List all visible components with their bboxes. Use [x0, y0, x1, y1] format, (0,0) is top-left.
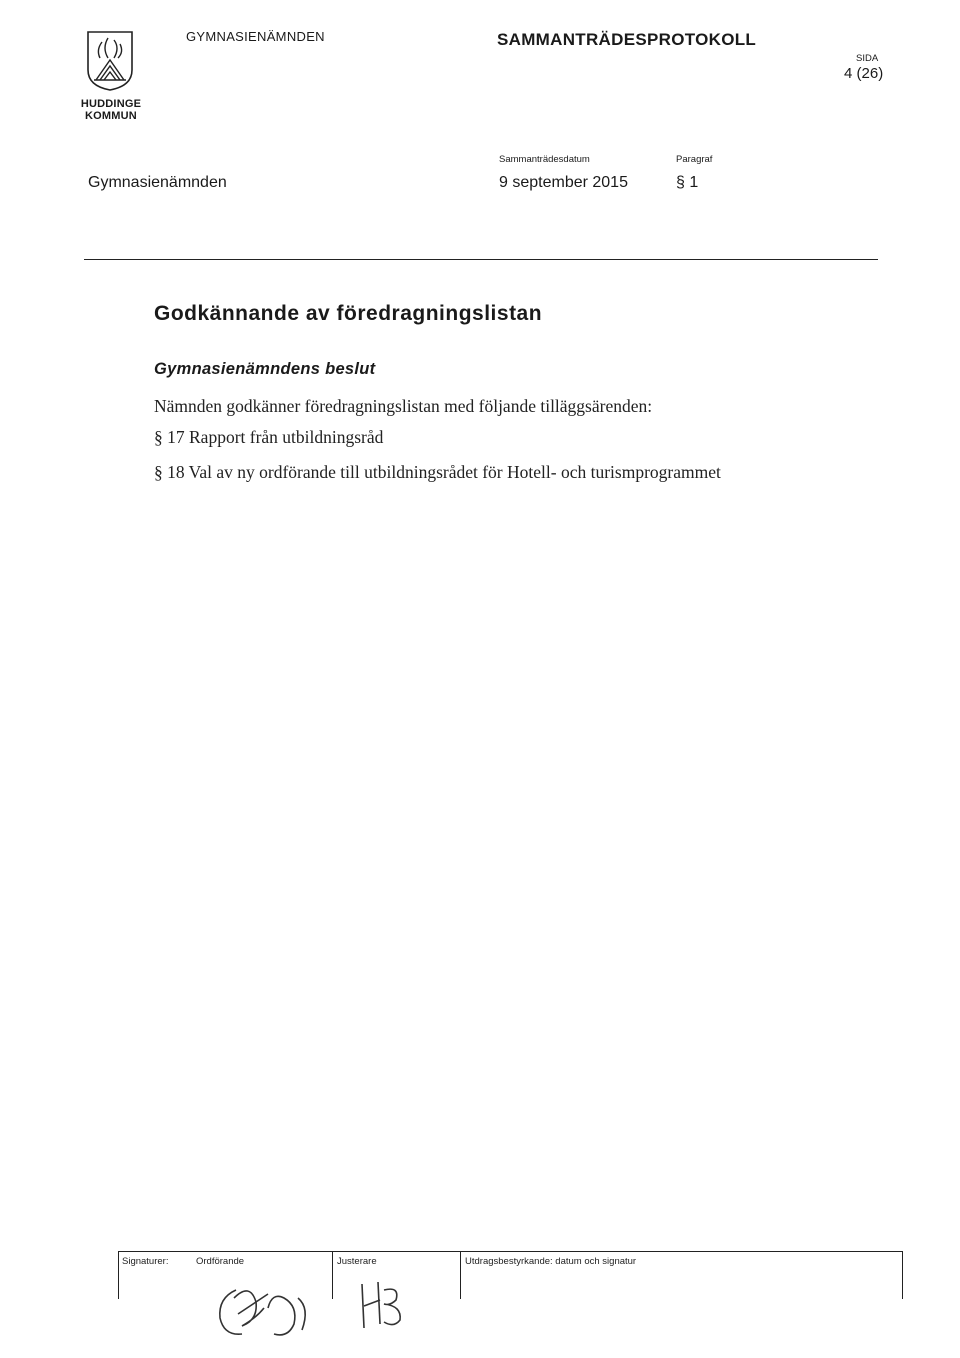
meeting-date-label: Sammanträdesdatum	[499, 154, 590, 165]
document-type: SAMMANTRÄDESPROTOKOLL	[497, 30, 757, 49]
adjuster-label: Justerare	[337, 1256, 377, 1267]
municipality-line-1: HUDDINGE	[80, 98, 142, 110]
signature-divider	[332, 1251, 333, 1299]
organisation-name: Gymnasienämnden	[88, 174, 227, 191]
section-heading: Godkännande av föredragningslistan	[154, 302, 543, 325]
paragraph-number: § 1	[676, 174, 699, 191]
extract-label: Utdragsbestyrkande: datum och signatur	[465, 1256, 637, 1267]
page-number: 4 (26)	[844, 65, 884, 82]
decision-heading: Gymnasienämndens beslut	[154, 360, 376, 378]
decision-item: § 18 Val av ny ordförande till utbildningsrådet för Hotell- och turismprogrammet	[154, 462, 721, 482]
chair-signature	[198, 1268, 328, 1348]
paragraph-label: Paragraf	[676, 154, 713, 165]
decision-text: Nämnden godkänner föredragningslistan med följande tilläggsärenden:	[154, 396, 653, 416]
header-divider	[84, 259, 878, 260]
adjuster-signature	[350, 1276, 420, 1336]
meeting-date: 9 september 2015	[499, 174, 628, 191]
municipality-name	[80, 98, 142, 122]
page-label: SIDA	[856, 53, 879, 64]
committee-name: GYMNASIENÄMNDEN	[186, 29, 325, 44]
decision-item: § 17 Rapport från utbildningsråd	[154, 427, 384, 447]
signature-divider	[460, 1251, 461, 1299]
huddinge-coat-of-arms-icon	[86, 30, 134, 92]
chair-label: Ordförande	[196, 1256, 245, 1267]
municipality-line-2: KOMMUN	[85, 110, 137, 122]
signatures-label: Signaturer:	[122, 1256, 169, 1267]
